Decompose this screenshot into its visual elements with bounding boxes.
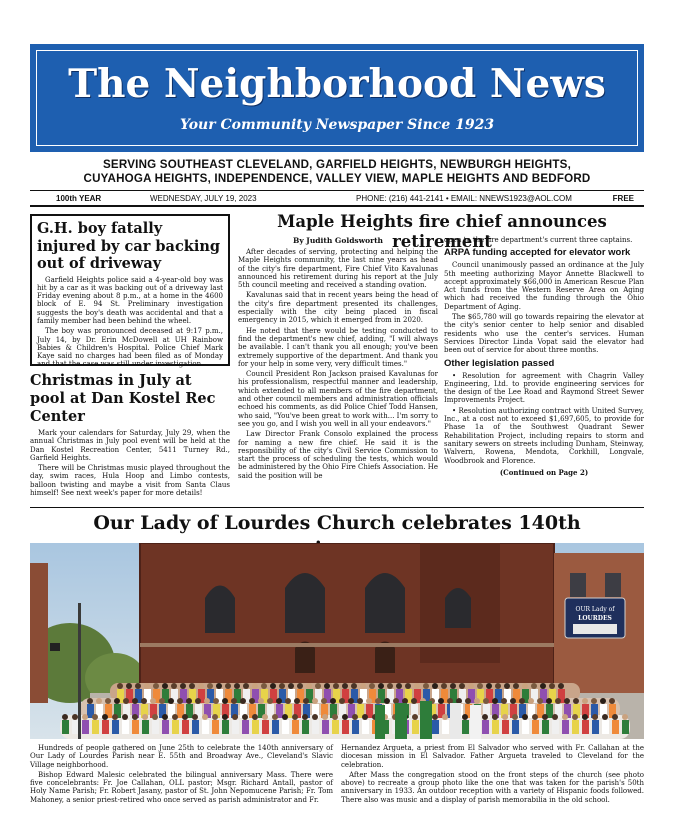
gh-story-box (30, 214, 230, 369)
xmas-story-body (30, 429, 230, 497)
paragraph: Council President Ron Jackson praised Kavalunas for his professionalism, respectful manner and leadership, which extended to all members of the fire department, and other council members and administration officials echoed his comments, as did Police Chief Todd Hansen, who said, "You've been great to work with... I'm sorry to see you go, and I wish you well in all your endeavors." (238, 370, 438, 428)
parish-sign-text: LOURDES (578, 615, 612, 622)
fire-story-column-2 (444, 236, 644, 477)
subheading: Other legislation passed (444, 357, 555, 369)
church-story-column-1 (30, 744, 333, 806)
paragraph: Hundreds of people gathered on June 25th to celebrate the 140th anniversary of Our Lady of Lourdes Parish near E. 55th and Broadway Ave., Cleveland's Slavic Village neighborhood. (30, 744, 333, 769)
church-story-column-2 (341, 744, 644, 806)
newspaper-title: The Neighborhood News (68, 61, 606, 107)
paragraph: Kavalunas said that in recent years being the head of the city's fire department presented its challenges, especially with the city being placed in fiscal emergency in 2015, which it emerged from in 2020. (238, 291, 438, 325)
paragraph: The $65,780 will go towards repairing the elevator at the city's senior center to help senior and disabled residents who use the center's services. Human Services Director Linda Vopat said the elevator had been out of service for about three months. (444, 313, 644, 355)
crowd (62, 683, 629, 734)
paragraph: • Resolution for agreement with Chagrin Valley Engineering, Ltd. to provide engineering services for the design of the Lee Road and Raymond Street Sewer Improvements Project. (444, 371, 644, 405)
paragraph: open to the fire department's current three captains. (444, 236, 633, 244)
paragraph: The boy was pronounced deceased at 9:17 p.m., July 14, by Dr. Erin McDowell at UH Rainbow Babies & Children's Hospital. Police Chief Mark Kaye said no charges had been filed as of Monday and that the case was still under investigation. (37, 327, 223, 369)
paragraph: Council unanimously passed an ordinance at the July 5th meeting authorizing Mayor Annette Blackwell to accept approximately $66,000 in American Rescue Plan Act funds from the Western Reserve Area on Aging which had received the funding through the Ohio Department of Aging. (444, 261, 644, 311)
coverage-line: CUYAHOGA HEIGHTS, INDEPENDENCE, VALLEY VIEW, MAPLE HEIGHTS AND BEDFORD (83, 172, 591, 185)
church-story-headline: Our Lady of Lourdes Church celebrates 140th (93, 512, 581, 534)
coverage-area (30, 158, 644, 186)
continued-note: (Continued on Page 2) (499, 467, 589, 477)
issue-info-bar (30, 190, 644, 207)
subheading: ARPA funding accepted for elevator work (444, 247, 631, 259)
section-divider (30, 507, 644, 508)
paragraph: There will be Christmas music played throughout the day, swim races, Hula Hoop and Limbo contests, balloon twisting and maybe a visit from Santa Claus himself! See next week's paper for more details! (30, 464, 230, 498)
paragraph: He noted that there would be testing conducted to find the department's new chief, adding, "I will always be available. I can't thank you all enough; you've been extremely supportive of the department. And thank you for your help in some very, very difficult times." (238, 326, 438, 368)
fire-story-headline: Maple Heights fire chief announces retirement (277, 212, 607, 251)
masthead-border (36, 50, 638, 146)
coverage-line: SERVING SOUTHEAST CLEVELAND, GARFIELD HEIGHTS, NEWBURGH HEIGHTS, (103, 158, 571, 171)
byline: By Judith Goldsworth (293, 236, 383, 245)
fire-story-body (444, 236, 644, 244)
church-story-body (30, 744, 333, 804)
issue-date: WEDNESDAY, JULY 19, 2023 (150, 194, 257, 203)
price-label: FREE (612, 194, 634, 203)
paragraph: • Resolution authorizing contract with United Survey, Inc., at a cost not to exceed $1,697,605, to provide for Phase 1a of the Southwest Quadrant Sewer Rehabilitation Project, including repairs to storm and sanitary sewers on streets including Dunham, Steinway, Walvern, Rowena, Mendota, Corkhill, Longvale, Woodbrook and Florence. (444, 406, 644, 465)
church-group-photo (30, 543, 644, 739)
fire-story-body (444, 372, 644, 465)
newspaper-tagline: Your Community Newspaper Since 1923 (179, 117, 495, 133)
paragraph: Law Director Frank Consolo explained the process for naming a new fire chief. He said it is the responsibility of the city's Civil Service Commission to start the process of scheduling the tests, which would be administered by the Ohio Fire Chiefs Association. He said the position will be (238, 430, 438, 480)
parish-sign-text: OUR Lady of (575, 606, 615, 613)
xmas-story-headline: Christmas in July at pool at Dan Kostel Rec Center (30, 372, 216, 425)
gh-story-body (37, 276, 223, 369)
fire-story-column-1 (238, 236, 438, 482)
gh-story-headline: G.H. boy fatally injured by car backing out of driveway (37, 220, 221, 272)
masthead (30, 44, 644, 152)
fire-story-body (444, 261, 644, 354)
paragraph: After Mass the congregation stood on the front steps of the church (see photo above) to recreate a group photo like the one that was taken for the parish's 50th anniversary in 1933. An outdoor reception with a variety of Hispanic foods followed. There also was music and a display of parish memorabilia in the old school. (341, 770, 644, 804)
church-story-body (341, 744, 644, 804)
paragraph: After decades of serving, protecting and helping the Maple Heights community, the last nine years as head of the city's fire department, Fire Chief Vito Kavalunas announced his retirement during his report at the July 5th council meeting and received a standing ovation. (238, 248, 438, 290)
issue-year: 100th YEAR (56, 194, 102, 203)
fire-story-body (238, 248, 438, 480)
photo-illustration (30, 543, 644, 739)
paragraph: Garfield Heights police said a 4-year-old boy was hit by a car as it was backing out of a driveway last Friday evening about 8 p.m., at a home in the 4600 block of E. 94 St. Preliminary investigation suggests the boy's death was accidental and that a family member had been behind the wheel. (37, 275, 223, 325)
paragraph: Bishop Edward Malesic celebrated the bilingual anniversary Mass. There were five concelebrants: Fr. Joe Callahan, OLL pastor; Msgr. Richard Antall, pastor of Holy Name Parish; Fr. Robert Jasany, pastor of St. John Nepomucene Parish; Fr. Tom Mahoney, a senior priest-retired who once served as parish administrator and Fr. (30, 770, 333, 804)
paragraph: Hernandez Argueta, a priest from El Salvador who served with Fr. Callahan at the diocesan mission in El Salvador. Father Argueta traveled to Cleveland for the celebration. (341, 744, 644, 769)
contact-info: PHONE: (216) 441-2141 • EMAIL: NNEWS1923@AOL.COM (356, 194, 572, 203)
xmas-story (30, 372, 230, 499)
paragraph: Mark your calendars for Saturday, July 29, when the annual Christmas in July pool event will be held at the Dan Kostel Recreation Center, 5411 Turney Rd., Garfield Heights. (30, 429, 230, 462)
